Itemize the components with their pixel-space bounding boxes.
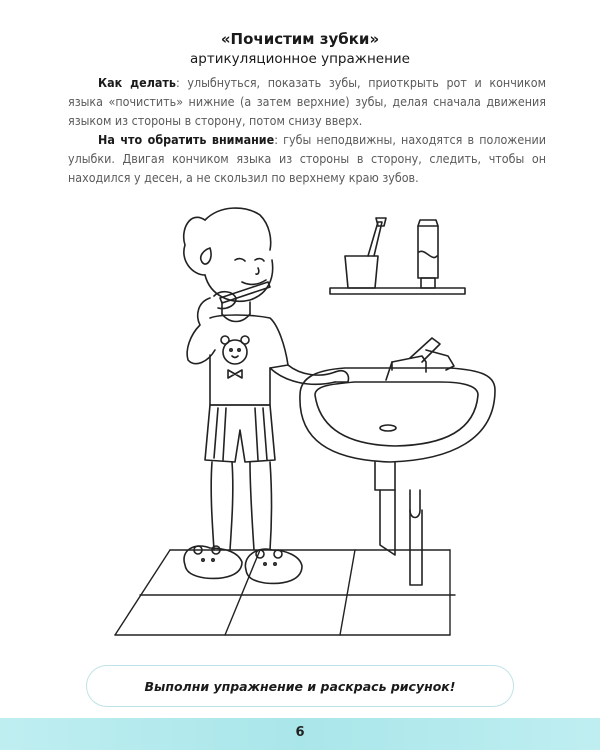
instruction-text: : улыбнуться, показать зубы, приоткрыть рот и кончиком языка «почистить» нижние (а затем верхние) зубы, делая сначала движения языком из стороны в сторону, потом снизу вверх.: [68, 75, 546, 128]
shelf-icon: [330, 218, 465, 294]
instruction-text: : губы неподвижны, находятся в положении улыбки. Двигая кончиком языка из стороны в сторону, следить, чтобы он находился у десен, а не скользил по верхнему краю зубов.: [68, 132, 546, 185]
instruction-how-to: [68, 73, 546, 130]
faucet-icon: [386, 338, 454, 380]
instruction-attention: [68, 130, 546, 187]
sink-icon: [300, 368, 495, 585]
page-title: «Почистим зубки»: [220, 30, 380, 48]
page-subtitle: артикуляционное упражнение: [190, 51, 410, 67]
task-banner: Выполни упражнение и раскрась рисунок!: [86, 665, 514, 707]
floor-tiles-icon: [115, 550, 455, 635]
boy-icon: [184, 208, 349, 583]
boy-brushing-teeth-icon: [110, 190, 500, 650]
instruction-lead: Как делать: [98, 75, 176, 90]
page-number: 6: [295, 725, 305, 740]
instruction-lead: На что обратить внимание: [98, 132, 275, 147]
